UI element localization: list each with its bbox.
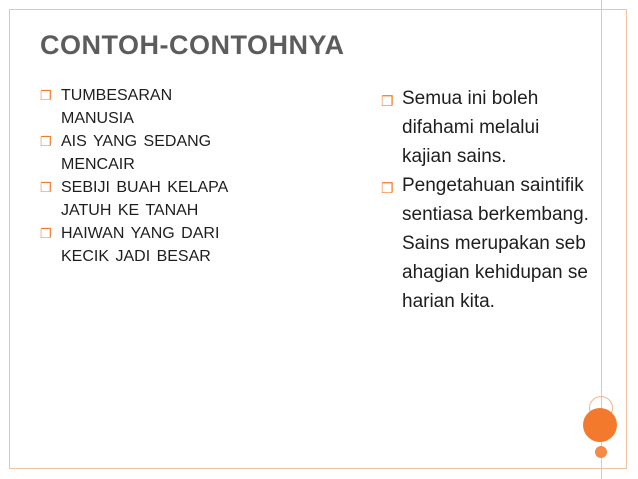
list-item: ❒ Semua ini boleh difahami melalui kajian sains. <box>381 88 540 167</box>
list-item: ❒ HAIWAN YANG DARI KECIK JADI BESAR <box>40 222 290 268</box>
list-item: ❒ TUMBESARAN MANUSIA <box>40 84 290 130</box>
bullet-icon: ❒ <box>381 93 394 109</box>
decor-orange-circle <box>583 408 617 442</box>
bullet-icon: ❒ <box>40 88 52 103</box>
list-item: ❒ Pengetahuan saintifik sentiasa berkembang.Sains merupakan sebahagian kehidupan seharian kita. <box>381 175 589 312</box>
bullet-icon: ❒ <box>381 180 394 196</box>
left-bullet-list <box>40 84 290 268</box>
bullet-icon: ❒ <box>40 134 52 149</box>
bullet-icon: ❒ <box>40 180 52 195</box>
list-item: ❒ SEBIJI BUAH KELAPA JATUH KE TANAH <box>40 176 290 222</box>
list-item: ❒ AIS YANG SEDANG MENCAIR <box>40 130 290 176</box>
bullet-icon: ❒ <box>40 226 52 241</box>
right-bullet-list <box>381 84 596 316</box>
slide-title: CONTOH-CONTOHNYA <box>40 30 345 60</box>
decor-small-circle <box>595 446 607 458</box>
